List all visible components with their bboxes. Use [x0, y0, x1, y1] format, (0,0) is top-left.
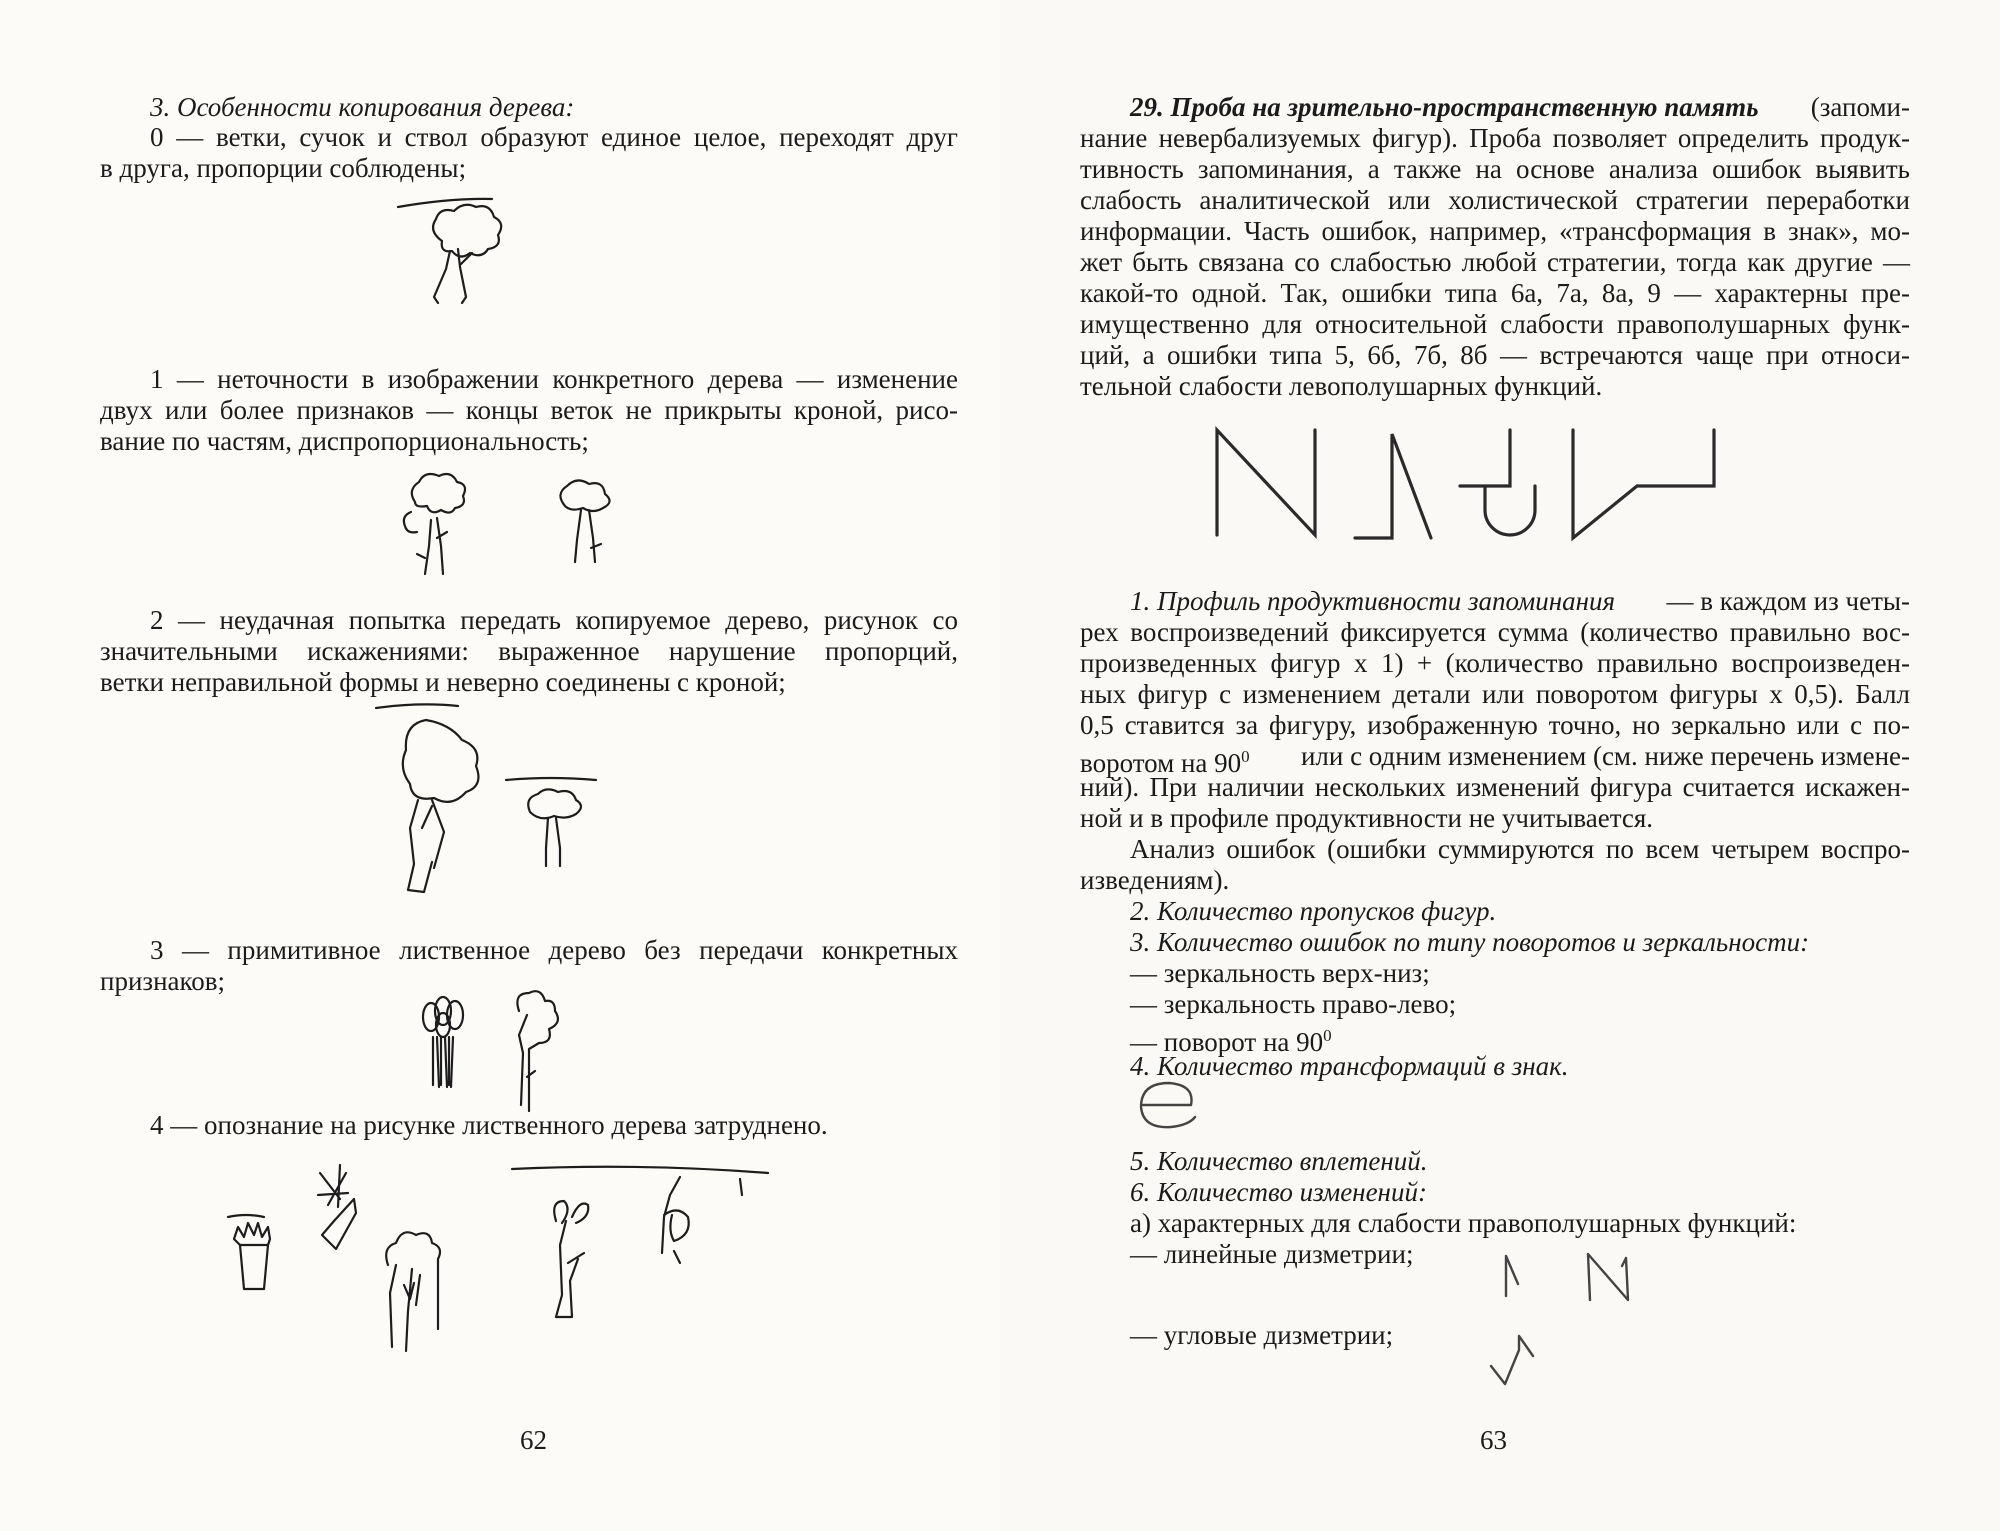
figure-step-shape — [1355, 434, 1431, 538]
stimulus-figures — [1205, 420, 1765, 545]
item-3-b: — зеркальность право-лево; — [1130, 989, 1457, 1019]
level-2-line-2: значительными искажениями: выраженное нарушение пропорций, — [100, 636, 958, 666]
right-page — [1000, 0, 2000, 1531]
profile-line-2: рех воспроизведений фиксируется сумма (количество правильно вос- — [1080, 617, 1910, 647]
page-number-left: 62 — [520, 1425, 547, 1455]
profile-line-5: 0,5 ставится за фигуру, изображенную точно, но зеркально или с по- — [1080, 710, 1910, 740]
intro-line-2: нание невербализуемых фигур). Проба позволяет определить продук- — [1080, 123, 1910, 153]
tree-drawings-level-1 — [385, 468, 635, 578]
intro-line-9: ций, а ошибки типа 5, 6б, 7б, 8б — встречаются чаще при относи- — [1080, 340, 1910, 370]
item-3-a: — зеркальность верх-низ; — [1130, 958, 1430, 988]
level-3-line-1: 3 — примитивное лиственное дерево без передачи конкретных — [150, 935, 958, 965]
figure-n-shape — [1217, 430, 1315, 535]
section-title: 29. Проба на зрительно-пространственную память — [1130, 92, 1759, 122]
figure-hook-shape — [1460, 430, 1535, 535]
tree-drawing-level-0 — [390, 195, 520, 330]
profile-line-6: воротом на $90^0$ или с одним изменением (см. ниже перечень измене- — [1080, 741, 1910, 778]
page-number-right: 63 — [1480, 1425, 1507, 1455]
intro-line-7: какой-то одной. Так, ошибки типа 6а, 7а, 8а, 9 — характерны пре- — [1080, 278, 1910, 308]
profile-line-1: 1. Профиль продуктивности запоминания — в каждом из четы- — [1130, 586, 1910, 616]
level-1-line-1: 1 — неточности в изображении конкретного дерева — изменение — [150, 364, 958, 394]
item-6: 6. Количество изменений: — [1130, 1177, 1427, 1207]
intro-line-10: тельной слабости левополушарных функций. — [1080, 371, 1603, 401]
item-6-a2: — угловые дизметрии; — [1130, 1320, 1394, 1350]
level-2-line-1: 2 — неудачная попытка передать копируемое дерево, рисунок со — [150, 605, 958, 635]
item-2: 2. Количество пропусков фигур. — [1130, 896, 1497, 926]
item-5: 5. Количество вплетений. — [1130, 1146, 1428, 1176]
section-heading: 3. Особенности копирования дерева: — [150, 92, 575, 122]
item-4: 4. Количество трансформаций в знак. — [1130, 1051, 1569, 1081]
analysis-line-1: Анализ ошибок (ошибки суммируются по всем четырем воспро- — [1130, 834, 1910, 864]
tree-drawings-level-2 — [370, 700, 630, 900]
profile-line-3: произведенных фигур х 1) + (количество правильно воспроизведен- — [1080, 648, 1910, 678]
level-1-line-3: вание по частям, диспропорциональность; — [100, 426, 589, 456]
profile-heading: 1. Профиль продуктивности запоминания — [1130, 586, 1616, 616]
level-1-line-2: двух или более признаков — концы веток не прикрыты кроной, рисо- — [100, 395, 958, 425]
item-3-c: — поворот на $90^0$ — [1130, 1026, 1332, 1057]
profile-line-4: ных фигур с изменением детали или поворотом фигуры х 0,5). Балл — [1080, 679, 1910, 709]
profile-line-8: ной и в профиле продуктивности не учитывается. — [1080, 803, 1654, 833]
level-2-line-3: ветки неправильной формы и неверно соединены с кроной; — [100, 667, 786, 697]
intro-line-4: слабость аналитической или холистической стратегии переработки — [1080, 185, 1910, 215]
sign-transformation-example — [1135, 1075, 1205, 1135]
item-6-a: а) характерных для слабости правополушарных функций: — [1130, 1208, 1797, 1238]
intro-line-3: тивность запоминания, а также на основе анализа ошибок выявить — [1080, 154, 1910, 184]
analysis-line-2: изведениям). — [1080, 865, 1230, 895]
intro-line-1: (запоми- — [1810, 92, 1910, 122]
item-6-a1: — линейные дизметрии; — [1130, 1239, 1414, 1269]
level-0-line-1: 0 — ветки, сучок и ствол образуют единое целое, переходят друг — [150, 122, 958, 152]
intro-line-6: жет быть связана со слабостью любой стратегии, тогда как другие — — [1080, 247, 1910, 277]
angular-dysmetria-example — [1485, 1330, 1555, 1390]
level-4-line-1: 4 — опознание на рисунке лиственного дерева затруднено. — [150, 1110, 828, 1140]
linear-dysmetria-examples — [1500, 1248, 1640, 1308]
level-0-line-2: в друга, пропорции соблюдены; — [100, 153, 467, 183]
tree-drawings-level-3 — [415, 985, 590, 1110]
intro-line-8: имущественно для относительной слабости правополушарных функ- — [1080, 309, 1910, 339]
figure-zigzag-shape — [1573, 430, 1714, 538]
item-3: 3. Количество ошибок по типу поворотов и зеркальности: — [1130, 927, 1810, 957]
intro-line-5: информации. Часть ошибок, например, «трансформация в знак», мо- — [1080, 216, 1910, 246]
tree-drawings-level-4 — [220, 1155, 790, 1385]
section-title-line — [1130, 92, 1910, 123]
level-3-line-2: признаков; — [100, 966, 225, 996]
profile-line-7: ний). При наличии нескольких изменений фигура считается искажен- — [1080, 772, 1910, 802]
